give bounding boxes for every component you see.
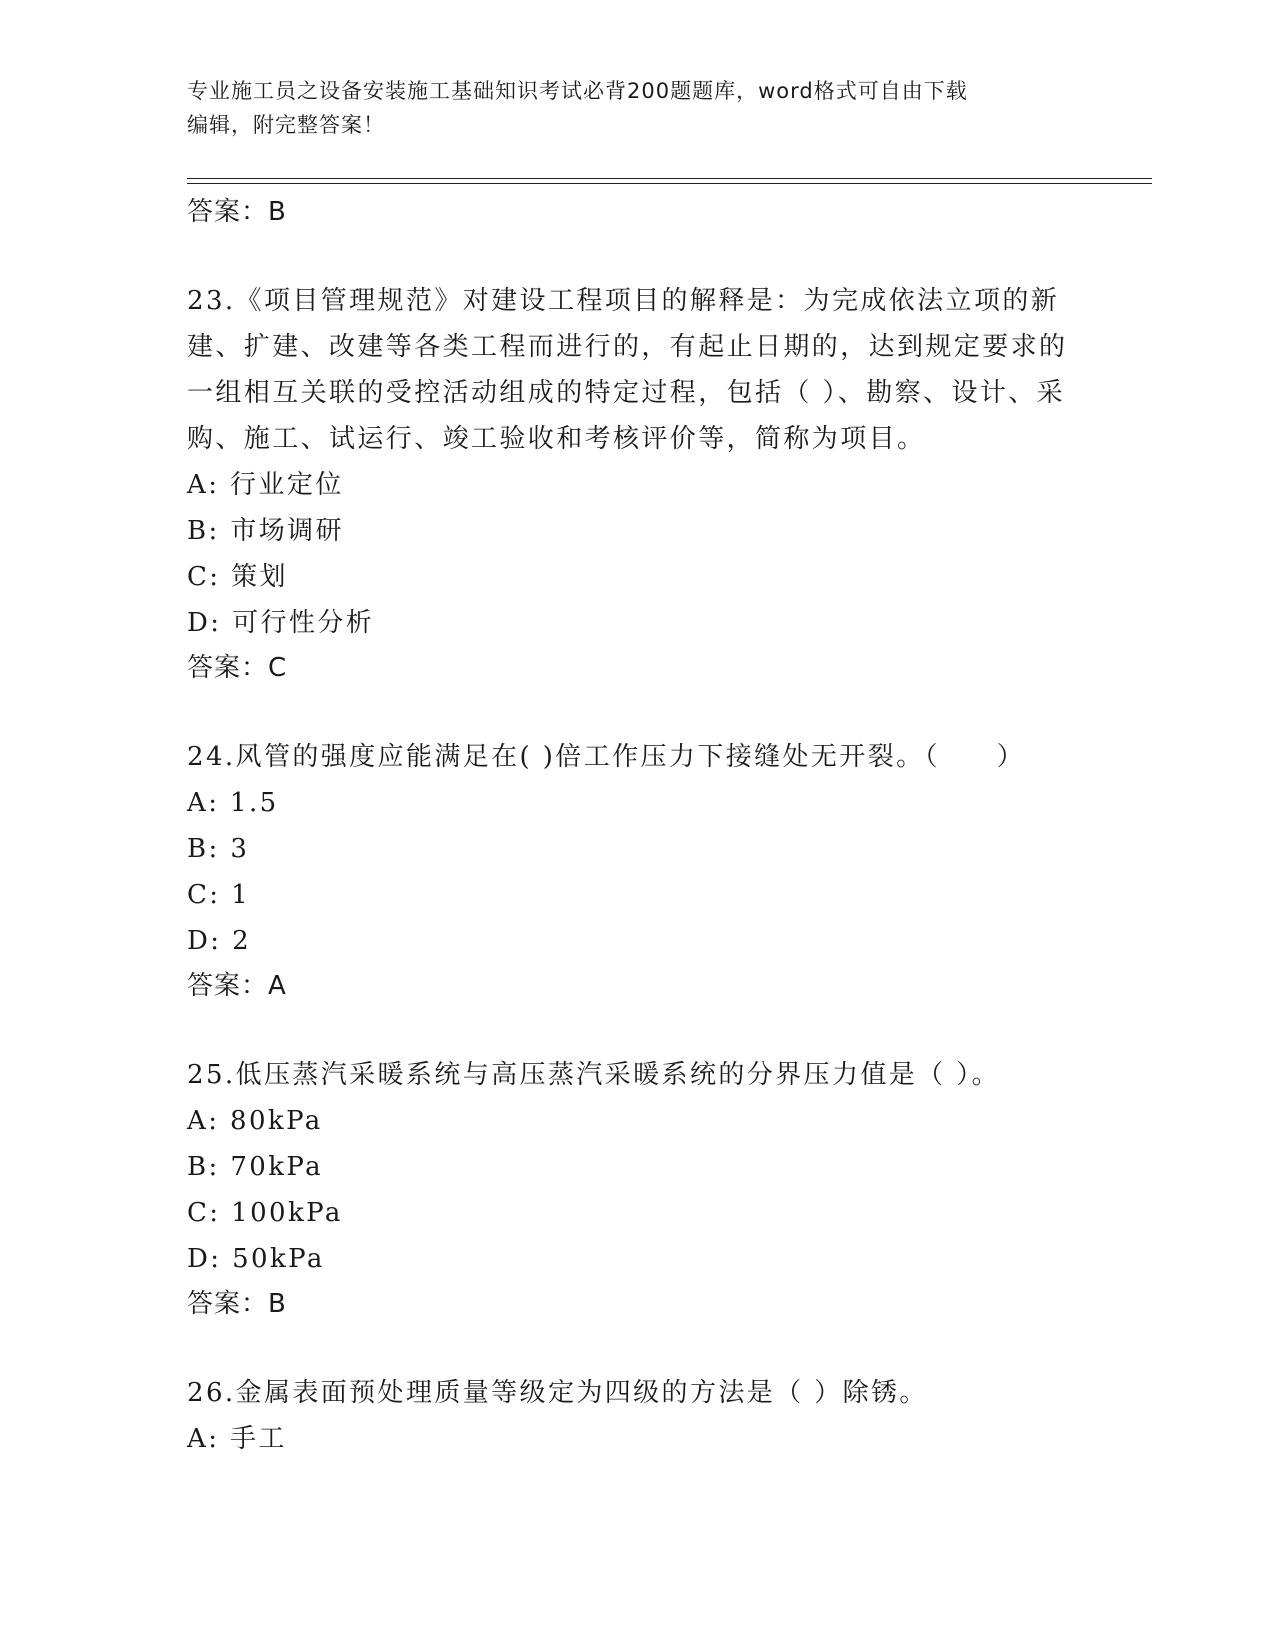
- header-rule-top: [187, 178, 1152, 179]
- option-text: 市场调研: [230, 516, 344, 546]
- option-letter: A: [187, 1106, 209, 1136]
- option-separator: :: [208, 788, 220, 818]
- option-separator: :: [208, 1152, 220, 1182]
- option-text: 1: [231, 880, 251, 910]
- option-letter: B: [187, 1152, 209, 1182]
- option-text: 2: [232, 926, 252, 956]
- option-text: 50kPa: [232, 1244, 325, 1274]
- option-b: [187, 508, 1087, 554]
- option-letter: A: [187, 470, 209, 500]
- option-c: [187, 872, 1087, 918]
- question-block: [187, 1052, 1087, 1326]
- option-a: [187, 1098, 1087, 1144]
- question-block: [187, 1370, 1087, 1462]
- option-separator: :: [208, 1106, 220, 1136]
- option-text: 3: [230, 834, 250, 864]
- option-separator: :: [208, 516, 220, 546]
- option-letter: D: [187, 608, 211, 638]
- option-c: [187, 1190, 1087, 1236]
- option-separator: :: [210, 608, 222, 638]
- option-separator: :: [210, 1244, 222, 1274]
- option-separator: :: [210, 926, 222, 956]
- option-separator: :: [208, 470, 220, 500]
- answer-line: 答案：A: [187, 971, 287, 1001]
- header-title-line-2: 编辑，附完整答案！: [187, 113, 385, 137]
- block-spacer: [187, 1008, 1087, 1052]
- option-separator: :: [209, 562, 221, 592]
- option-a: [187, 780, 1087, 826]
- option-separator: :: [208, 834, 220, 864]
- header-title-line-1: 专业施工员之设备安装施工基础知识考试必背200题题库，word格式可自由下载: [187, 79, 968, 103]
- option-d: [187, 918, 1087, 964]
- option-separator: :: [208, 1424, 220, 1454]
- question-block: [187, 278, 1087, 690]
- option-letter: A: [187, 788, 209, 818]
- block-spacer: [187, 690, 1087, 734]
- option-letter: D: [187, 1244, 211, 1274]
- block-spacer: [187, 234, 1087, 278]
- question-text: 25.低压蒸汽采暖系统与高压蒸汽采暖系统的分界压力值是（ ）。: [187, 1060, 1001, 1090]
- option-separator: :: [209, 880, 221, 910]
- option-a: [187, 1416, 1087, 1462]
- option-text: 可行性分析: [232, 608, 375, 638]
- option-letter: D: [187, 926, 211, 956]
- question-block: [187, 734, 1087, 1008]
- option-separator: :: [209, 1198, 221, 1228]
- option-a: [187, 462, 1087, 508]
- option-letter: B: [187, 834, 209, 864]
- option-text: 手工: [230, 1424, 287, 1454]
- question-text: 26.金属表面预处理质量等级定为四级的方法是（ ）除锈。: [187, 1378, 928, 1408]
- option-letter: C: [187, 880, 210, 910]
- block-spacer: [187, 1326, 1087, 1370]
- document-header: [187, 74, 1087, 142]
- option-d: [187, 1236, 1087, 1282]
- question-text: 24.风管的强度应能满足在( )倍工作压力下接缝处无开裂。（ ）: [187, 742, 1026, 772]
- option-letter: C: [187, 1198, 210, 1228]
- option-text: 80kPa: [230, 1106, 323, 1136]
- answer-line: 答案：C: [187, 653, 288, 683]
- option-text: 100kPa: [231, 1198, 343, 1228]
- header-rule-bottom: [187, 183, 1152, 184]
- option-c: [187, 554, 1087, 600]
- option-letter: A: [187, 1424, 209, 1454]
- question-list: [187, 190, 1087, 1462]
- option-text: 70kPa: [230, 1152, 324, 1182]
- option-letter: C: [187, 562, 210, 592]
- option-d: [187, 600, 1087, 646]
- option-letter: B: [187, 516, 209, 546]
- option-b: [187, 826, 1087, 872]
- option-text: 1.5: [230, 788, 279, 818]
- option-text: 策划: [231, 562, 288, 592]
- question-text: 23.《项目管理规范》对建设工程项目的解释是：为完成依法立项的新建、扩建、改建等各类工程而进行的，有起止日期的，达到规定要求的一组相互关联的受控活动组成的特定过程，包括（ ）、勘察、设计、采购、施工、试运行、竣工验收和考核评价等，简称为项目。: [187, 286, 1068, 454]
- option-b: [187, 1144, 1087, 1190]
- answer-line: 答案：B: [187, 1289, 287, 1319]
- answer-line: 答案：B: [187, 197, 287, 227]
- option-text: 行业定位: [230, 470, 344, 500]
